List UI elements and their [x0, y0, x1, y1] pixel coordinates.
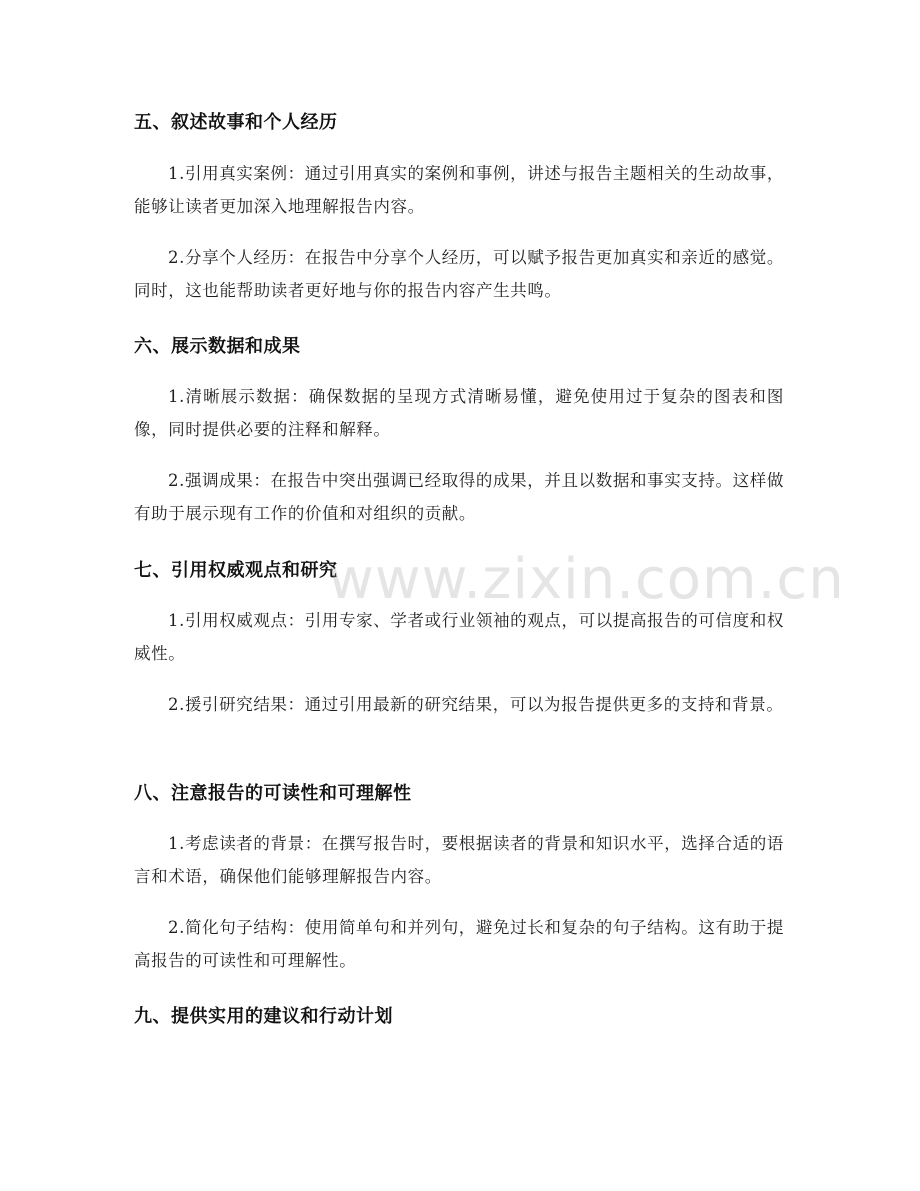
section-6-paragraph-1: 1.清晰展示数据：确保数据的呈现方式清晰易懂，避免使用过于复杂的图表和图像，同时提供必要的注释和解释。 [134, 387, 784, 439]
section-5-paragraph-1: 1.引用真实案例：通过引用真实的案例和事例，讲述与报告主题相关的生动故事，能够让读者更加深入地理解报告内容。 [134, 164, 784, 216]
section-6-paragraph-2: 2.强调成果：在报告中突出强调已经取得的成果，并且以数据和事实支持。这样做有助于展示现有工作的价值和对组织的贡献。 [134, 471, 784, 523]
section-7-paragraph-1: 1.引用权威观点：引用专家、学者或行业领袖的观点，可以提高报告的可信度和权威性。 [134, 611, 784, 663]
section-5-paragraph-2: 2.分享个人经历：在报告中分享个人经历，可以赋予报告更加真实和亲近的感觉。同时，这也能帮助读者更好地与你的报告内容产生共鸣。 [134, 248, 784, 300]
section-heading-5: 五、叙述故事和个人经历 [134, 112, 338, 133]
section-heading-8: 八、注意报告的可读性和可理解性 [134, 783, 412, 804]
watermark: www.zixin.com.cn [328, 547, 845, 612]
section-heading-9: 九、提供实用的建议和行动计划 [134, 1006, 393, 1027]
section-heading-6: 六、展示数据和成果 [134, 336, 301, 357]
section-7-paragraph-2: 2.援引研究结果：通过引用最新的研究结果，可以为报告提供更多的支持和背景。 [168, 695, 784, 714]
section-8-paragraph-1: 1.考虑读者的背景：在撰写报告时，要根据读者的背景和知识水平，选择合适的语言和术语，确保他们能够理解报告内容。 [134, 834, 784, 886]
section-8-paragraph-2: 2.简化句子结构：使用简单句和并列句，避免过长和复杂的句子结构。这有助于提高报告的可读性和可理解性。 [134, 918, 784, 970]
section-heading-7: 七、引用权威观点和研究 [134, 560, 338, 581]
